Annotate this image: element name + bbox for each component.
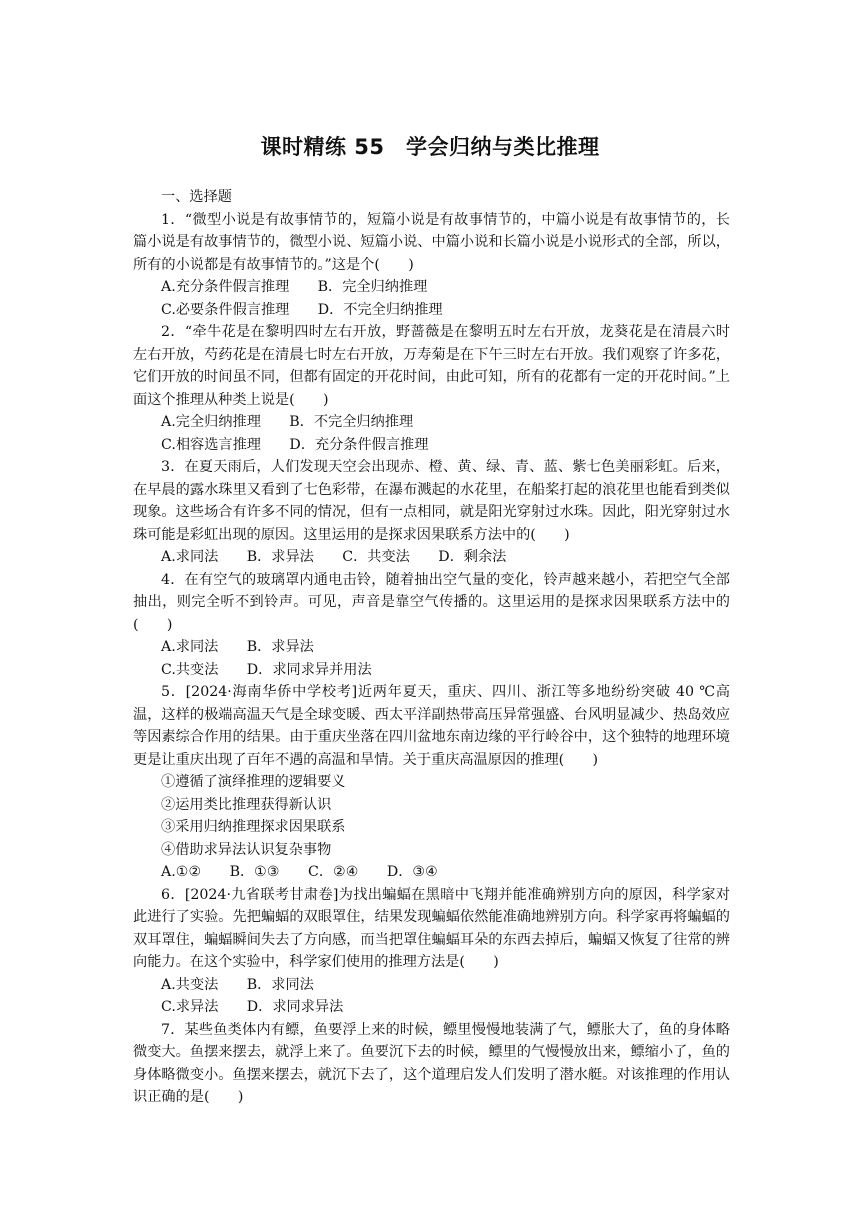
question-6-options-row-2: C.求异法 D．求同求异法 [161,999,344,1015]
question-1-options-row-1: A.充分条件假言推理 B．完全归纳推理 [161,279,428,295]
question-5-statement-3: ③采用归纳推理探求因果联系 [161,819,346,835]
question-6-options-row-1: A.共变法 B．求同法 [161,976,314,993]
question-1-options-row-2: C.必要条件假言推理 D．不完全归纳推理 [161,301,443,318]
question-2-options-row-1: A.完全归纳推理 B．不完全归纳推理 [161,414,414,430]
page-title: 课时精练 55 学会归纳与类比推理 [260,135,600,159]
question-7-stem: 7．某些鱼类体内有鳔，鱼要浮上来的时候，鳔里慢慢地装满了气，鳔胀大了，鱼的身体略微变大。鱼摆来摆去，就浮上来了。鱼要沉下去的时候，鳔里的气慢慢放出来，鳔缩小了，鱼的身体略微变小。鱼摆来摆去，就沉下去了，这个道理启发人们发明了潜水艇。对该推理的作用认识正确的是( ) [133,1021,730,1105]
question-5-statement-1: ①遵循了演绎推理的逻辑要义 [161,774,346,790]
question-3-stem: 3．在夏天雨后，人们发现天空会出现赤、橙、黄、绿、青、蓝、紫七色美丽彩虹。后来，在早晨的露水珠里又看到了七色彩带，在瀑布溅起的水花里，在船桨打起的浪花里也能看到类似现象。这些场合有许多不同的情况，但有一点相同，就是阳光穿射过水珠。因此，阳光穿射过水珠可能是彩虹出现的原因。这里运用的是探求因果联系方法中的( ) [133,459,730,543]
question-1-stem: 1．“微型小说是有故事情节的，短篇小说是有故事情节的，中篇小说是有故事情节的，长篇小说是有故事情节的，微型小说、短篇小说、中篇小说和长篇小说是小说形式的全部，所以，所有的小说都是有故事情节的。”这是个( ) [133,211,730,273]
question-list [133,186,730,1109]
question-5-statement-4: ④借助求异法认识复杂事物 [161,841,332,858]
question-5-options-row-1: A.①② B．①③ C．②④ D．③④ [161,864,438,880]
question-2-stem: 2．“牵牛花是在黎明四时左右开放，野蔷薇是在黎明五时左右开放，龙葵花是在清晨六时左右开放，芍药花是在清晨七时左右开放，万寿菊是在下午三时左右开放。我们观察了许多花，它们开放的时间虽不同，但都有固定的开花时间，由此可知，所有的花都有一定的开花时间。”上面这个推理从种类上说是( ) [133,324,730,408]
section-heading: 一、选择题 [161,189,232,205]
question-4-options-row-1: A.求同法 B．求异法 [161,639,314,655]
question-4-options-row-2: C.共变法 D．求同求异并用法 [161,661,372,678]
question-5-stem: 5．[2024·海南华侨中学校考]近两年夏天，重庆、四川、浙江等多地纷纷突破 40 ℃高温，这样的极端高温天气是全球变暖、西太平洋副热带高压异常强盛、台风明显减少、热岛效应等因素综合作用的结果。由于重庆坐落在四川盆地东南边缘的平行岭谷中，这个独特的地理环境更是让重庆出现了百年不遇的高温和旱情。关于重庆高温原因的推理( ) [133,684,730,768]
question-3-options-row-1: A.求同法 B．求异法 C．共变法 D．剩余法 [161,549,507,565]
question-2-options-row-2: C.相容选言推理 D．充分条件假言推理 [161,436,429,453]
question-4-stem: 4．在有空气的玻璃罩内通电击铃，随着抽出空气量的变化，铃声越来越小，若把空气全部抽出，则完全听不到铃声。可见，声音是靠空气传播的。这里运用的是探求因果联系方法中的( ) [133,571,730,633]
question-5-statement-2: ②运用类比推理获得新认识 [161,796,332,813]
question-6-stem: 6．[2024·九省联考甘肃卷]为找出蝙蝠在黑暗中飞翔并能准确辨别方向的原因，科学家对此进行了实验。先把蝙蝠的双眼罩住，结果发现蝙蝠依然能准确地辨别方向。科学家再将蝙蝠的双耳罩住，蝙蝠瞬间失去了方向感，而当把罩住蝙蝠耳朵的东西去掉后，蝙蝠又恢复了往常的辨向能力。在这个实验中，科学家们使用的推理方法是( ) [133,886,730,970]
